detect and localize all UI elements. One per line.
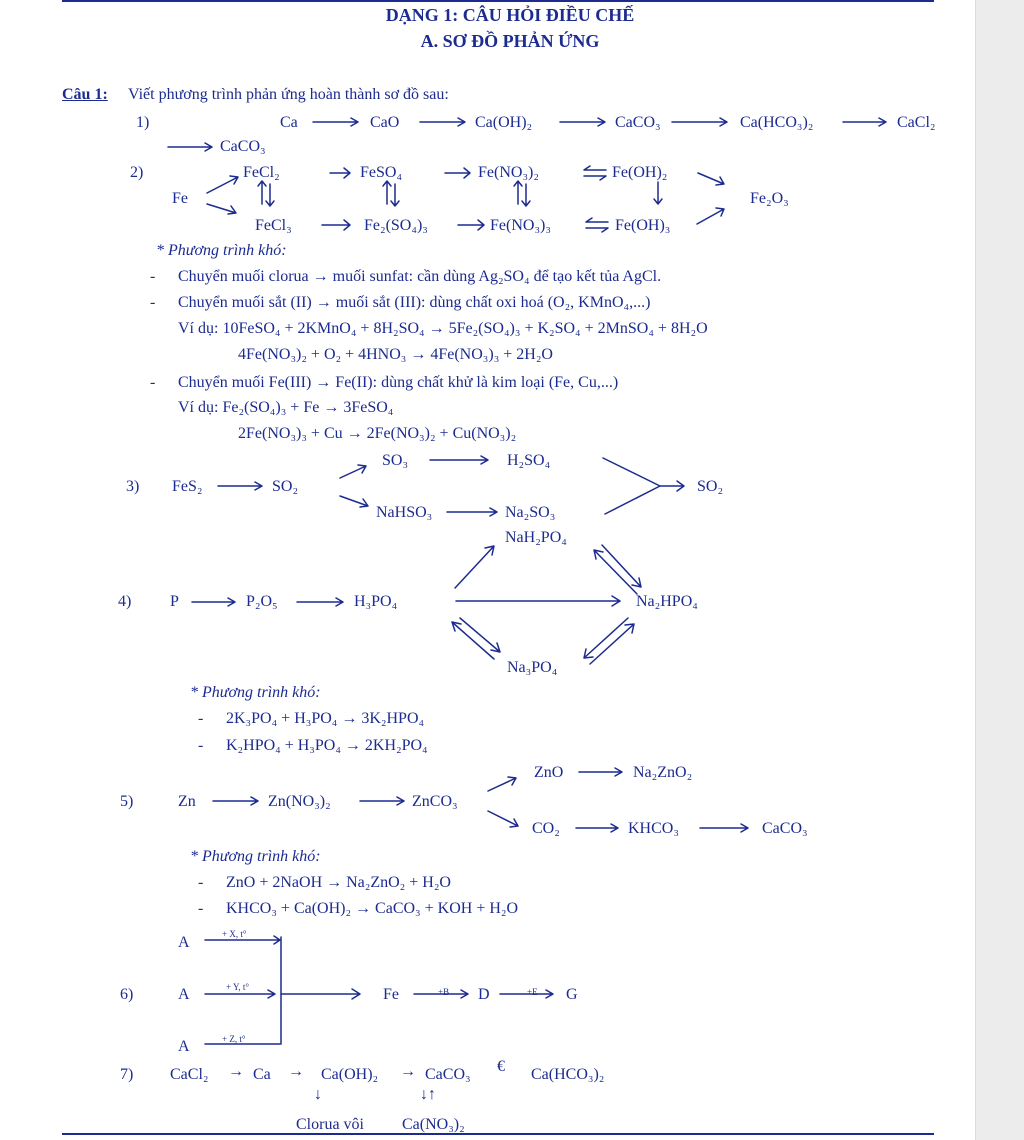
formula: P: [170, 593, 179, 610]
formula: G: [566, 986, 578, 1003]
reagent-label: + X, t°: [222, 929, 247, 939]
formula: A: [178, 986, 190, 1003]
formula: Ca: [280, 114, 298, 131]
formula: CO₂: [532, 820, 560, 837]
formula: NaHSO₃: [376, 504, 433, 521]
formula: CaCO₃: [220, 138, 266, 155]
note-line: ZnO + 2NaOH → Na₂ZnO₂ + H₂O: [226, 874, 451, 891]
item-number: 5): [120, 793, 134, 810]
bullet: -: [150, 294, 156, 311]
formula: Ca: [253, 1066, 271, 1083]
item-number: 2): [130, 164, 144, 181]
formula: KHCO₃: [628, 820, 679, 837]
formula: Zn(NO₃)₂: [268, 793, 331, 810]
formula: Na₂HPO₄: [636, 593, 698, 610]
formula: NaH₂PO₄: [505, 529, 567, 546]
formula: H₃PO₄: [354, 593, 398, 610]
formula: Fe₂(SO₄)₃: [364, 217, 428, 234]
formula: Ca(NO₃)₂: [402, 1116, 465, 1133]
down-arrow: ↓: [314, 1086, 322, 1103]
example-equation: Ví dụ: Fe₂(SO₄)₃ + Fe → 3FeSO₄: [178, 399, 394, 416]
formula: Fe(NO₃)₂: [478, 164, 539, 181]
equilibrium-symbol: €: [497, 1058, 505, 1075]
formula: Na₃PO₄: [507, 659, 558, 676]
formula: Fe: [172, 190, 188, 207]
reagent-label: + Y, t°: [226, 982, 249, 992]
item-number: 4): [118, 593, 132, 610]
down-up-arrows: ↓↑: [420, 1086, 436, 1103]
formula: FeCl₂: [243, 164, 280, 181]
hard-equations-title: * Phương trình khó:: [156, 242, 287, 259]
arrow-scheme-2: [207, 166, 724, 232]
formula: Fe(OH)₃: [615, 217, 671, 234]
formula: Fe: [383, 986, 399, 1003]
section-title: DẠNG 1: CÂU HỎI ĐIỀU CHẾ: [385, 5, 635, 25]
example-equation: 2Fe(NO₃)₃ + Cu → 2Fe(NO₃)₂ + Cu(NO₃)₂: [238, 425, 517, 442]
formula: SO₂: [272, 478, 299, 495]
item-number: 3): [126, 478, 140, 495]
formula: Ca(HCO₃)₂: [531, 1066, 605, 1083]
formula: A: [178, 934, 190, 951]
formula: A: [178, 1038, 190, 1055]
bullet: -: [198, 710, 204, 727]
item-number: 7): [120, 1066, 134, 1083]
formula: Ca(OH)₂: [321, 1066, 379, 1083]
reagent-label: +E: [527, 987, 538, 997]
bullet: -: [198, 874, 204, 891]
arrow-scheme-6: [205, 936, 553, 1044]
arrow-scheme-5: [213, 768, 748, 832]
formula: P₂O₅: [246, 593, 278, 610]
formula: FeS₂: [172, 478, 203, 495]
reagent-label: + Z, t°: [222, 1034, 246, 1044]
arrow-row-1: [168, 118, 886, 151]
formula: H₂SO₄: [507, 452, 551, 469]
question-label: Câu 1:: [62, 86, 108, 103]
reagent-label: +B: [438, 987, 450, 997]
note-line: KHCO₃ + Ca(OH)₂ → CaCO₃ + KOH + H₂O: [226, 900, 519, 917]
formula: CaCl₂: [170, 1066, 209, 1083]
formula: CaCl₂: [897, 114, 936, 131]
note-line: Chuyển muối sắt (II) → muối sắt (III): dùng chất oxi hoá (O₂, KMnO₄,...): [178, 294, 651, 311]
arrow-glyph: →: [400, 1063, 416, 1080]
example-equation: Ví dụ: 10FeSO₄ + 2KMnO₄ + 8H₂SO₄ → 5Fe₂(SO₄)₃ + K₂SO₄ + 2MnSO₄ + 8H₂O: [178, 320, 708, 337]
arrow-glyph: →: [228, 1063, 244, 1080]
formula: SO₃: [382, 452, 409, 469]
formula: Ca(HCO₃)₂: [740, 114, 814, 131]
item-number: 1): [136, 114, 150, 131]
note-line: 2K₃PO₄ + H₃PO₄ → 3K₂HPO₄: [226, 710, 425, 727]
formula: FeSO₄: [360, 164, 403, 181]
hard-equations-title: * Phương trình khó:: [190, 848, 321, 865]
arrow-scheme-4: [192, 545, 641, 664]
formula: SO₂: [697, 478, 724, 495]
formula: Fe₂O₃: [750, 190, 789, 207]
section-subtitle: A. SƠ ĐỒ PHẢN ỨNG: [420, 31, 600, 51]
formula: Zn: [178, 793, 196, 810]
note-line: K₂HPO₄ + H₃PO₄ → 2KH₂PO₄: [226, 737, 428, 754]
formula: CaCO₃: [615, 114, 661, 131]
arrow-glyph: →: [288, 1063, 304, 1080]
formula: CaO: [370, 114, 400, 131]
formula: Na₂SO₃: [505, 504, 556, 521]
formula: Clorua vôi: [296, 1116, 364, 1133]
formula: FeCl₃: [255, 217, 292, 234]
formula: D: [478, 986, 490, 1003]
bullet: -: [198, 737, 204, 754]
bullet: -: [198, 900, 204, 917]
formula: Ca(OH)₂: [475, 114, 533, 131]
arrow-scheme-3: [218, 456, 684, 516]
question-text: Viết phương trình phản ứng hoàn thành sơ đồ sau:: [128, 86, 449, 103]
formula: CaCO₃: [425, 1066, 471, 1083]
bullet: -: [150, 374, 156, 391]
formula: ZnO: [534, 764, 564, 781]
hard-equations-title: * Phương trình khó:: [190, 684, 321, 701]
bullet: -: [150, 268, 156, 285]
formula: Fe(NO₃)₃: [490, 217, 551, 234]
formula: ZnCO₃: [412, 793, 458, 810]
example-equation: 4Fe(NO₃)₂ + O₂ + 4HNO₃ → 4Fe(NO₃)₃ + 2H₂O: [238, 346, 553, 363]
formula: Na₂ZnO₂: [633, 764, 693, 781]
note-line: Chuyển muối Fe(III) → Fe(II): dùng chất khử là kim loại (Fe, Cu,...): [178, 374, 619, 391]
note-line: Chuyển muối clorua → muối sunfat: cần dùng Ag₂SO₄ để tạo kết tủa AgCl.: [178, 268, 662, 285]
formula: CaCO₃: [762, 820, 808, 837]
item-number: 6): [120, 986, 134, 1003]
formula: Fe(OH)₂: [612, 164, 668, 181]
